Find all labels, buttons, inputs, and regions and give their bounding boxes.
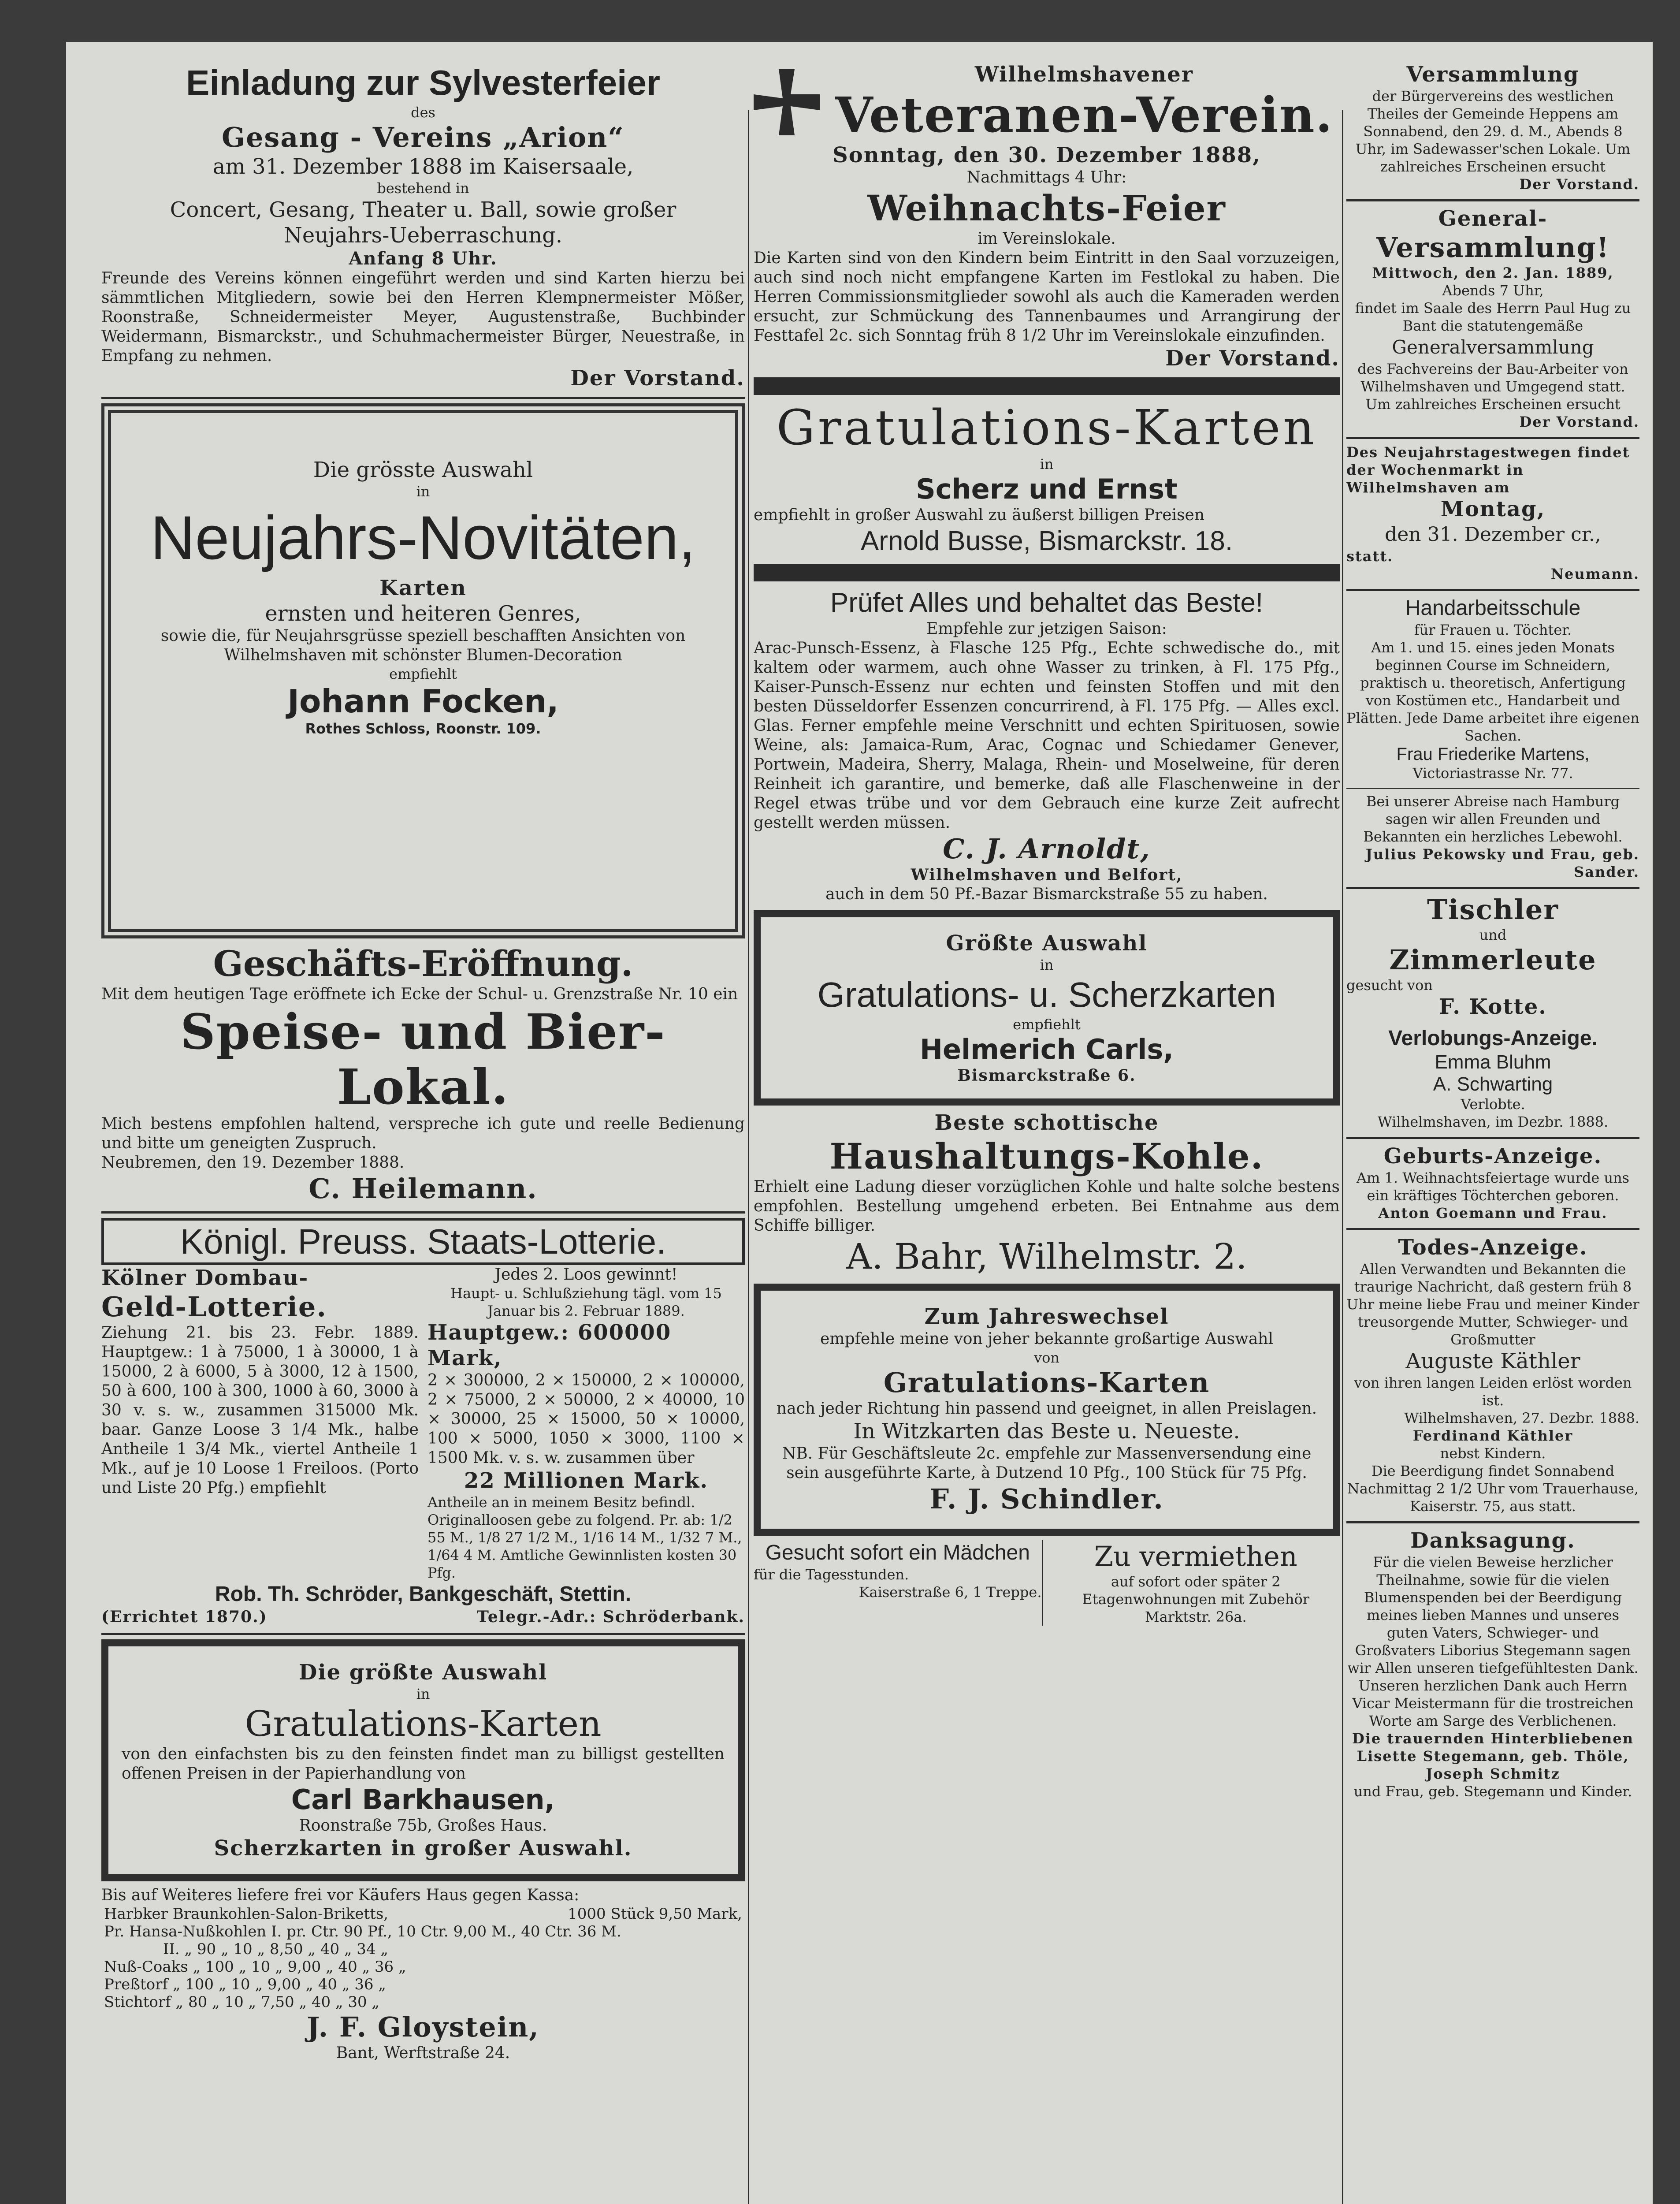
focken-body: sowie die, für Neujahrsgrüsse speziell beschafften Ansichten von Wilhelmshaven mit schönster Blumen-Decoration: [160, 627, 686, 664]
buerger-body: der Bürgervereins des westlichen Theiles der Gemeinde Heppens am Sonnabend, den 29. d. M., Abends 8 Uhr, im Sadewasser'schen Lokale. Um zahlreiches Erscheinen ersucht: [1355, 88, 1631, 175]
tod-place: Wilhelmshaven, 27. Dezbr. 1888.: [1404, 1410, 1639, 1426]
barkhausen-l2: in: [416, 1686, 430, 1702]
focken-genres: ernsten und heiteren Genres,: [265, 601, 581, 626]
heilemann-date: Neubremen, den 19. Dezember 1888.: [101, 1154, 405, 1172]
focken-ad: [101, 403, 745, 938]
dank-ad: [1346, 1528, 1639, 1800]
bahr-body: Erhielt eine Ladung dieser vorzüglichen Kohle und halte solche bestens empfohlen. Bestellung umgehend erbeten. Bei Entnahme aus dem Schiffe billiger.: [754, 1178, 1340, 1235]
veteran-time: Nachmittags 4 Uhr:: [966, 168, 1127, 186]
geburt-title: Geburts-Anzeige.: [1383, 1144, 1602, 1169]
veteran-body: Die Karten sind von den Kindern beim Eintritt in den Saal vorzuzeigen, auch sind noch nicht empfangene Karten im Festlokal zu haben. Die Herren Commissionsmitglieder sowohl als auch die Kameraden werden ersucht, zur Schmückung des Tannenbaumes und Arrangirung der Festtafel 2c. sich Sonntag früh 8 1/2 Uhr im Vereinslokale einzufinden.: [754, 249, 1340, 345]
table-cell: Preßtorf „ 100 „ 10 „ 9,00 „ 40 „ 36 „: [104, 1976, 386, 1993]
buerger-ad: [1346, 62, 1639, 193]
verlobung-ad: [1346, 1026, 1639, 1131]
dank-body: Für die vielen Beweise herzlicher Theilnahme, sowie für die vielen Blumenspenden bei der Beerdigung meines lieben Mannes und unseres guten Vaters, Schwieger- und Großvaters Liborius Stegemann sagen wir Allen unseren tiefgefühltesten Dank. Unseren herzlichen Dank auch Herrn Vicar Meistermann für die trostreichen Worte am Sarge des Verblichenen.: [1347, 1554, 1639, 1729]
lotterie-founded: (Errichtet 1870.): [101, 1608, 268, 1626]
hamburg-ad: [1346, 793, 1639, 881]
column-rule-left: [748, 110, 749, 2204]
table-row: [101, 1940, 745, 1958]
barkhausen-extra: Scherzkarten in großer Auswahl.: [214, 1836, 632, 1861]
divider: [1346, 199, 1639, 201]
tod-body2: von ihren langen Leiden erlöst worden ist.: [1354, 1374, 1632, 1409]
table-cell: Pr. Hansa-Nußkohlen I. pr. Ctr. 90 Pf., 10 Ctr. 9,00 M., 40 Ctr. 36 M.: [104, 1923, 621, 1940]
veteran-ad: [754, 62, 1340, 371]
kotte-name: F. Kotte.: [1439, 994, 1547, 1019]
veteran-date: Sonntag, den 30. Dezember 1888,: [833, 143, 1261, 168]
tod-body3: Die Beerdigung findet Sonnabend Nachmittag 2 1/2 Uhr vom Trauerhause, Kaiserstr. 75, aus statt.: [1347, 1463, 1639, 1515]
koeln-title: Kölner Dombau-: [101, 1266, 309, 1290]
carls-addr: Bismarckstraße 6.: [957, 1066, 1136, 1085]
veteran-header: [754, 62, 1340, 142]
general-body: findet im Saale des Herrn Paul Hug zu Bant die statutengemäße: [1355, 300, 1631, 334]
martens-ad: [1346, 596, 1639, 782]
focken-name: Johann Focken,: [287, 683, 559, 720]
heilemann-name: C. Heilemann.: [308, 1173, 538, 1205]
dank-n3: und Frau, geb. Stegemann und Kinder.: [1353, 1783, 1632, 1800]
schindler-nb: NB. Für Geschäftsleute 2c. empfehle zur Massenversendung eine sein ausgeführte Karte, à Dutzend 10 Pfg., 100 Stück für 75 Pfg.: [782, 1445, 1312, 1482]
markt-date: den 31. Dezember cr.,: [1385, 523, 1601, 546]
bahr-l1: Beste schottische: [934, 1110, 1159, 1135]
dank-title: Danksagung.: [1410, 1528, 1576, 1553]
dank-n2: Joseph Schmitz: [1426, 1765, 1560, 1782]
barkhausen-title: Gratulations-Karten: [245, 1703, 602, 1744]
general-ad: [1346, 206, 1639, 431]
kotte-ad: [1346, 894, 1639, 1020]
focken-karten: Karten: [379, 576, 467, 600]
martens-body: Am 1. und 15. eines jeden Monats beginnen Course im Schneidern, praktisch u. theoretisch, Anfertigung von Kostümen etc., Handarbeit und Plätten. Jede Dame arbeitet ihre eigenen Sachen.: [1346, 639, 1639, 744]
schindler-title: Gratulations-Karten: [883, 1366, 1210, 1399]
heilemann-body1: Mit dem heutigen Tage eröffnete ich Ecke der Schul- u. Grenzstraße Nr. 10 ein: [101, 985, 738, 1003]
arnoldt-body: Arac-Punsch-Essenz, à Flasche 125 Pfg., Echte schwedische do., mit kaltem oder warmem, auch ohne Wasser zu trinken, à Fl. 175 Pfg., Kaiser-Punsch-Essenz nur echten und feinsten Stoffen und mit den besten Düsseldorfer Essenzen concurrirend, à Fl. 175 Pfg. — Alles excl. Glas. Ferner empfehle meine Verschnitt und echten Spirituosen, sowie Weine, als: Jamaica-Rum, Arac, Cognac und Schiedamer Genever, Portwein, Madeira, Sherry, Malaga, Rhein- und Moselweine, für deren Reinheit ich garantire, und bemerke, daß alle Flaschenweine in der Regel etwas trübe und vor dem Gebrauch eine kurze Zeit aufrecht gestellt werden müssen.: [754, 639, 1340, 832]
koeln-lotterie: [101, 1265, 419, 1582]
bahr-ad: [754, 1110, 1340, 1277]
arion-des: des: [411, 104, 435, 121]
schindler-ad: [754, 1284, 1340, 1536]
arion-ad: [101, 62, 745, 391]
iron-cross-icon: [754, 69, 820, 135]
dank-n1: Lisette Stegemann, geb. Thöle,: [1357, 1748, 1629, 1765]
kotte-gesucht: gesucht von: [1346, 977, 1433, 994]
preuss-body2: Antheile an in meinem Besitz befindl. Originalloosen gebe zu folgend. Pr. ab: 1/2 55 M., 1/8 27 1/2 M., 1/16 14 M., 1/32 7 M., 1/64 4 M. Amtliche Gewinnlisten kosten 30 Pfg.: [427, 1494, 742, 1581]
verlobung-place: Wilhelmshaven, im Dezbr. 1888.: [1377, 1113, 1609, 1130]
verlobung-title: Verlobungs-Anzeige.: [1388, 1027, 1598, 1050]
divider: [1346, 589, 1639, 591]
schindler-name: F. J. Schindler.: [929, 1483, 1164, 1515]
focken-l1: Die grösste Auswahl: [313, 458, 533, 482]
arion-sign: Der Vorstand.: [570, 366, 745, 391]
maedchen-title: Gesucht sofort ein Mädchen: [765, 1541, 1030, 1564]
geburt-body: Am 1. Weihnachtsfeiertage wurde uns ein kräftiges Töchterchen geboren.: [1356, 1169, 1630, 1204]
carls-ad: [754, 910, 1340, 1106]
bahr-name: A. Bahr, Wilhelmstr. 2.: [846, 1236, 1247, 1277]
focken-title: Neujahrs-Novitäten,: [150, 503, 696, 572]
arnoldt-intro: Empfehle zur jetzigen Saison:: [926, 620, 1167, 638]
table-row: [101, 1923, 745, 1940]
left-column: [101, 62, 745, 2069]
vermiethen-ad: [1052, 1540, 1340, 1626]
tod-sign2: nebst Kindern.: [1440, 1445, 1546, 1462]
martens-title: Handarbeitsschule: [1405, 596, 1581, 620]
heilemann-ad: [101, 943, 745, 1205]
lotterie-title: Königl. Preuss. Staats-Lotterie.: [101, 1218, 745, 1265]
table-cell: Stichtorf „ 80 „ 10 „ 7,50 „ 40 „ 30 „: [104, 1993, 380, 2011]
markt-body: Des Neujahrstagestwegen findet der Wochenmarkt in Wilhelmshaven am: [1346, 444, 1630, 496]
veteran-l1: Wilhelmshavener: [974, 62, 1194, 87]
barkhausen-body: von den einfachsten bis zu den feinsten findet man zu billigst gestellten offenen Preisen in der Papierhandlung von: [122, 1745, 725, 1783]
gloystein-name: J. F. Gloystein,: [307, 2011, 539, 2043]
markt-sign: Neumann.: [1550, 566, 1639, 582]
tod-title: Todes-Anzeige.: [1398, 1235, 1588, 1260]
maedchen-body: für die Tagesstunden.: [754, 1566, 909, 1583]
lotterie-ad: [101, 1218, 745, 1627]
barkhausen-addr: Roonstraße 75b, Großes Haus.: [299, 1817, 547, 1835]
busse-title: Gratulations-Karten: [776, 399, 1317, 456]
koeln-title2: Geld-Lotterie.: [101, 1291, 327, 1323]
busse-in: in: [1040, 456, 1054, 473]
schindler-body: nach jeder Richtung hin passend und geeignet, in allen Preislagen.: [776, 1400, 1317, 1418]
bahr-title: Haushaltungs-Kohle.: [829, 1136, 1264, 1177]
general-time: Abends 7 Uhr,: [1442, 282, 1544, 299]
middle-column: [754, 62, 1340, 1632]
buerger-sign: Der Vorstand.: [1519, 176, 1639, 193]
arion-body: Freunde des Vereins können eingeführt werden und sind Karten hierzu bei sämmtlichen Mitgliedern, sowie bei den Herren Klempnermeister Mößer, Roonstraße, Schneidermeister Meyer, Augustenstraße, Buchbinder Weidermann, Bismarckstr., und Schuhmachermeister Bürger, Neuestraße, in Empfang zu nehmen.: [101, 269, 745, 365]
divider: [1346, 1228, 1639, 1230]
divider: [1346, 437, 1639, 439]
veteran-title: Veteranen-Verein.: [835, 86, 1334, 143]
divider: [1346, 1521, 1639, 1523]
preuss-millions: 22 Millionen Mark.: [464, 1468, 709, 1493]
divider: [101, 1633, 745, 1635]
markt-ad: [1346, 443, 1639, 583]
arnoldt-title: Prüfet Alles und behaltet das Beste!: [830, 588, 1264, 618]
divider: [1346, 1137, 1639, 1139]
maedchen-ad: [754, 1540, 1043, 1626]
table-cell: Nuß-Coaks „ 100 „ 10 „ 9,00 „ 40 „ 36 „: [104, 1958, 406, 1976]
divider: [1346, 887, 1639, 889]
preuss-l2: Haupt- u. Schlußziehung tägl. vom 15 Januar bis 2. Februar 1889.: [450, 1285, 722, 1319]
carls-empf: empfiehlt: [1013, 1016, 1081, 1033]
table-row: [101, 1958, 745, 1976]
hamburg-names: Julius Pekowsky und Frau, geb. Sander.: [1365, 846, 1639, 880]
barkhausen-name: Carl Barkhausen,: [291, 1783, 555, 1816]
koeln-body: Ziehung 21. bis 23. Febr. 1889. Hauptgew.: 1 à 75000, 1 à 30000, 1 à 15000, 2 à 6000, 5 à 3000, 12 à 1500, 50 à 600, 100 à 300, 1000 à 60, 3000 à 30 v. s. w., zusammen 315000 Mk. baar. Ganze Loose 3 1/4 Mk., halbe Antheile 1 3/4 Mk., viertel Antheile 1 Mk., auf je 10 Loose 1 Freiloos. (Porto und Liste 20 Pfg.) empfiehlt: [101, 1324, 419, 1497]
martens-addr: Victoriastrasse Nr. 77.: [1412, 765, 1573, 782]
table-cell: 1000 Stück 9,50 Mark,: [568, 1905, 742, 1923]
focken-empf: empfiehlt: [389, 666, 457, 682]
column-rule-right: [1342, 110, 1343, 2204]
general-title2: Versammlung!: [1376, 231, 1610, 264]
hamburg-body: Bei unserer Abreise nach Hamburg sagen wir allen Freunden und Bekannten ein herzliches Lebewohl.: [1363, 793, 1623, 845]
martens-name: Frau Friederike Martens,: [1396, 745, 1590, 764]
dank-sign: Die trauernden Hinterbliebenen: [1352, 1730, 1634, 1747]
veteran-event: Weihnachts-Feier: [867, 187, 1226, 229]
arion-name: Gesang - Vereins „Arion“: [222, 121, 624, 153]
divider: [101, 397, 745, 399]
markt-day: Montag,: [1440, 497, 1546, 521]
right-column: [1346, 62, 1639, 1806]
lotterie-footer: [101, 1607, 745, 1627]
tod-name: Auguste Käthler: [1405, 1349, 1580, 1374]
veteran-sign: Der Vorstand.: [1165, 346, 1340, 371]
gloystein-intro: Bis auf Weiteres liefere frei vor Käufers Haus gegen Kassa:: [101, 1886, 580, 1904]
table-row: [101, 1976, 745, 1993]
heilemann-big: Speise- und Bier-Lokal.: [180, 1003, 666, 1115]
barkhausen-l1: Die größte Auswahl: [298, 1660, 548, 1685]
gloystein-ad: [101, 1886, 745, 2063]
verlobung-v: Verlobte.: [1461, 1096, 1525, 1113]
carls-l1: Größte Auswahl: [946, 931, 1148, 956]
veteran-place: im Vereinslokale.: [978, 230, 1116, 248]
markt-statt: statt.: [1346, 548, 1394, 565]
carls-title: Gratulations- u. Scherzkarten: [817, 975, 1276, 1014]
preuss-haupt: Hauptgew.: 600000 Mark,: [427, 1320, 672, 1370]
lotterie-telegr: Telegr.-Adr.: Schröderbank.: [477, 1608, 745, 1626]
heilemann-title: Geschäfts-Eröffnung.: [213, 943, 633, 984]
arnoldt-ad: [754, 587, 1340, 904]
schindler-von: von: [1034, 1349, 1059, 1366]
carls-l2: in: [1040, 957, 1054, 973]
vermiethen-title: Zu vermiethen: [1094, 1540, 1297, 1572]
tod-body: Allen Verwandten und Bekannten die traurige Nachricht, daß gestern früh 8 Uhr meine liebe Frau und meiner Kinder treusorgende Mutter, Schwieger- und Großmutter: [1346, 1261, 1639, 1348]
kotte-title1: Tischler: [1427, 894, 1559, 926]
preuss-body: 2 × 300000, 2 × 150000, 2 × 100000, 2 × 75000, 2 × 50000, 2 × 40000, 10 × 30000, 25 × 15000, 50 × 10000, 100 × 5000, 1050 × 3000, 1100 × 1500 Mk. v. s. w. zusammen über: [427, 1371, 745, 1467]
arnoldt-name: C. J. Arnoldt,: [943, 833, 1151, 865]
divider: [101, 1211, 745, 1214]
busse-name: Arnold Busse, Bismarckstr. 18.: [860, 526, 1233, 556]
coal-price-table: [101, 1905, 745, 2011]
geburt-names: Anton Goemann und Frau.: [1378, 1205, 1608, 1221]
geburt-ad: [1346, 1143, 1639, 1222]
busse-body: empfiehlt in großer Auswahl zu äußerst billigen Preisen: [754, 506, 1205, 524]
tod-ad: [1346, 1235, 1639, 1515]
arion-surprise: Neujahrs-Ueberraschung.: [283, 223, 563, 248]
carls-name: Helmerich Carls,: [920, 1033, 1174, 1065]
gloystein-addr: Bant, Werftstraße 24.: [336, 2044, 510, 2062]
general-gv: Generalversammlung: [1392, 336, 1594, 358]
tod-sign: Ferdinand Käthler: [1412, 1427, 1573, 1444]
table-cell: Harbker Braunkohlen-Salon-Briketts,: [104, 1905, 389, 1923]
table-cell: II. „ 90 „ 10 „ 8,50 „ 40 „ 34 „: [163, 1940, 388, 1958]
arion-start: Anfang 8 Uhr.: [349, 248, 498, 269]
general-sign: Der Vorstand.: [1519, 413, 1639, 430]
general-title1: General-: [1438, 206, 1548, 231]
busse-sub: Scherz und Ernst: [916, 473, 1178, 505]
busse-ad: [754, 400, 1340, 558]
general-date: Mittwoch, den 2. Jan. 1889,: [1372, 264, 1614, 281]
focken-addr: Rothes Schloss, Roonstr. 109.: [305, 720, 541, 737]
arnoldt-loc: Wilhelmshaven und Belfort,: [911, 866, 1183, 884]
martens-sub: für Frauen u. Töchter.: [1414, 622, 1572, 638]
divider-bar: [754, 564, 1340, 581]
arion-date: am 31. Dezember 1888 im Kaisersaale,: [212, 154, 634, 179]
arion-title: Einladung zur Sylvesterfeier: [186, 63, 660, 102]
schindler-l1: Zum Jahreswechsel: [924, 1304, 1169, 1329]
table-row: [101, 1905, 745, 1923]
divider: [1346, 788, 1639, 789]
preuss-l1: Jedes 2. Loos gewinnt!: [494, 1266, 678, 1284]
verlobung-n2: A. Schwarting: [1433, 1073, 1553, 1095]
arion-program: Concert, Gesang, Theater u. Ball, sowie großer: [170, 197, 676, 222]
general-body2: des Fachvereins der Bau-Arbeiter von Wilhelmshaven und Umgegend statt. Um zahlreiches Erscheinen ersucht: [1357, 361, 1628, 413]
arnoldt-also: auch in dem 50 Pf.-Bazar Bismarckstraße 55 zu haben.: [825, 885, 1268, 903]
kotte-und: und: [1479, 927, 1507, 943]
divider-bar: [754, 377, 1340, 395]
verlobung-n1: Emma Bluhm: [1435, 1051, 1551, 1073]
lotterie-columns: [101, 1265, 745, 1582]
maedchen-addr: Kaiserstraße 6, 1 Treppe.: [859, 1584, 1042, 1601]
vermiethen-body: auf sofort oder später 2 Etagenwohnungen mit Zubehör Marktstr. 26a.: [1082, 1573, 1310, 1625]
barkhausen-ad: [101, 1639, 745, 1881]
lotterie-firm: Rob. Th. Schröder, Bankgeschäft, Stettin.: [215, 1582, 632, 1606]
kotte-title2: Zimmerleute: [1389, 944, 1597, 976]
schindler-witz: In Witzkarten das Beste u. Neueste.: [853, 1419, 1240, 1444]
arion-bestehend: bestehend in: [377, 180, 469, 197]
small-ads-row: [754, 1540, 1340, 1632]
buerger-title: Versammlung: [1406, 62, 1580, 87]
schindler-l2: empfehle meine von jeher bekannte großartige Auswahl: [820, 1330, 1273, 1348]
heilemann-body2: Mich bestens empfohlen haltend, verspreche ich gute und reelle Bedienung und bitte um geneigten Zuspruch.: [101, 1115, 745, 1152]
table-row: [101, 1993, 745, 2011]
focken-l2: in: [416, 483, 430, 500]
preuss-lotterie: [427, 1265, 745, 1582]
